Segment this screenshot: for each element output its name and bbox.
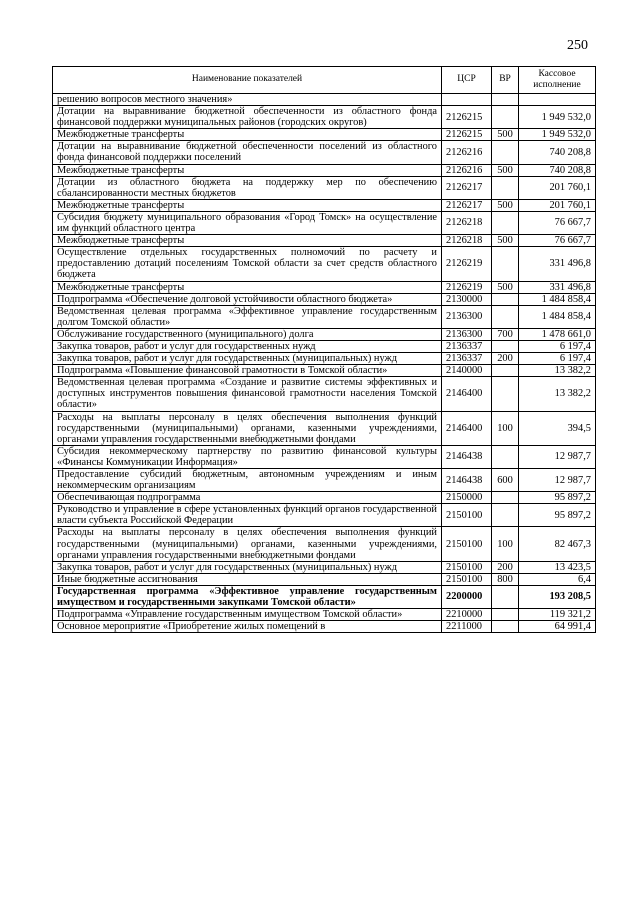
cell-csr: 2136300	[442, 305, 492, 328]
header-vr: ВР	[492, 67, 519, 94]
cell-vr	[492, 176, 519, 199]
cell-vr	[492, 585, 519, 608]
cell-amount: 193 208,5	[519, 585, 596, 608]
table-row	[53, 365, 596, 377]
cell-amount: 64 991,4	[519, 621, 596, 633]
header-name: Наименование показателей	[53, 67, 442, 94]
cell-csr: 2150100	[442, 561, 492, 573]
cell-amount: 740 208,8	[519, 164, 596, 176]
cell-csr: 2200000	[442, 585, 492, 608]
cell-csr: 2126216	[442, 141, 492, 164]
cell-vr	[492, 621, 519, 633]
cell-csr: 2136300	[442, 328, 492, 340]
cell-amount	[519, 94, 596, 106]
table-row	[53, 573, 596, 585]
cell-amount: 76 667,7	[519, 235, 596, 247]
table-row	[53, 492, 596, 504]
cell-csr: 2146438	[442, 469, 492, 492]
cell-vr	[492, 293, 519, 305]
cell-amount: 12 987,7	[519, 469, 596, 492]
cell-name: Подпрограмма «Управление государственным имуществом Томской области»	[53, 609, 442, 621]
cell-name: Дотации из областного бюджета на поддержку мер по обеспечению сбалансированности местных бюджетов	[53, 176, 442, 199]
cell-amount: 82 467,3	[519, 527, 596, 561]
cell-name: Межбюджетные трансферты	[53, 199, 442, 211]
cell-amount: 331 496,8	[519, 247, 596, 281]
table-row	[53, 129, 596, 141]
cell-vr: 500	[492, 281, 519, 293]
cell-vr: 800	[492, 573, 519, 585]
cell-vr: 700	[492, 328, 519, 340]
cell-vr	[492, 340, 519, 352]
table-row	[53, 141, 596, 164]
cell-amount: 13 382,2	[519, 365, 596, 377]
cell-name: решению вопросов местного значения»	[53, 94, 442, 106]
cell-amount: 331 496,8	[519, 281, 596, 293]
cell-amount: 95 897,2	[519, 492, 596, 504]
cell-vr	[492, 211, 519, 234]
cell-csr: 2126219	[442, 247, 492, 281]
cell-amount: 6,4	[519, 573, 596, 585]
table-row	[53, 199, 596, 211]
cell-amount: 12 987,7	[519, 445, 596, 468]
cell-name: Руководство и управление в сфере установленных функций органов государственной власти субъекта Российской Федерации	[53, 504, 442, 527]
cell-csr: 2136337	[442, 353, 492, 365]
budget-table	[52, 66, 596, 633]
table-body	[53, 94, 596, 633]
cell-amount: 95 897,2	[519, 504, 596, 527]
table-row	[53, 164, 596, 176]
cell-vr	[492, 445, 519, 468]
cell-csr: 2210000	[442, 609, 492, 621]
cell-vr	[492, 377, 519, 411]
cell-vr	[492, 94, 519, 106]
cell-amount: 76 667,7	[519, 211, 596, 234]
cell-vr: 600	[492, 469, 519, 492]
cell-vr	[492, 106, 519, 129]
cell-name: Закупка товаров, работ и услуг для государственных нужд	[53, 340, 442, 352]
cell-csr: 2126218	[442, 211, 492, 234]
cell-amount: 201 760,1	[519, 176, 596, 199]
cell-name: Расходы на выплаты персоналу в целях обеспечения выполнения функций государственными (муниципальными) органами, казенными учреждениями, органами управления государственными внебюджетными фондами	[53, 527, 442, 561]
table-row	[53, 411, 596, 445]
table-row	[53, 353, 596, 365]
cell-name: Дотации на выравнивание бюджетной обеспеченности из областного фонда финансовой поддержки муниципальных районов (городских округов)	[53, 106, 442, 129]
cell-vr	[492, 504, 519, 527]
cell-name: Межбюджетные трансферты	[53, 129, 442, 141]
cell-name: Ведомственная целевая программа «Эффективное управление государственным долгом Томской области»	[53, 305, 442, 328]
table-row	[53, 328, 596, 340]
cell-name: Осуществление отдельных государственных полномочий по расчету и предоставлению дотаций поселениям Томской области за счет средств областного бюджета	[53, 247, 442, 281]
cell-amount: 119 321,2	[519, 609, 596, 621]
cell-amount: 1 484 858,4	[519, 293, 596, 305]
cell-amount: 740 208,8	[519, 141, 596, 164]
cell-name: Межбюджетные трансферты	[53, 164, 442, 176]
cell-amount: 13 423,5	[519, 561, 596, 573]
cell-vr: 500	[492, 164, 519, 176]
cell-csr	[442, 94, 492, 106]
table-row	[53, 527, 596, 561]
cell-vr	[492, 247, 519, 281]
cell-csr: 2126215	[442, 129, 492, 141]
cell-csr: 2150100	[442, 504, 492, 527]
table-row	[53, 621, 596, 633]
cell-amount: 6 197,4	[519, 340, 596, 352]
cell-csr: 2146438	[442, 445, 492, 468]
cell-name: Ведомственная целевая программа «Создание и развитие системы эффективных и доступных инструментов повышения финансовой грамотности населения Томской области»	[53, 377, 442, 411]
cell-name: Предоставление субсидий бюджетным, автономным учреждениям и иным некоммерческим организациям	[53, 469, 442, 492]
header-csr: ЦСР	[442, 67, 492, 94]
table-row	[53, 176, 596, 199]
cell-name: Иные бюджетные ассигнования	[53, 573, 442, 585]
cell-csr: 2126219	[442, 281, 492, 293]
cell-name: Расходы на выплаты персоналу в целях обеспечения выполнения функций государственными (муниципальными) органами, казенными учреждениями, органами управления государственными внебюджетными фондами	[53, 411, 442, 445]
cell-csr: 2146400	[442, 377, 492, 411]
cell-name: Подпрограмма «Повышение финансовой грамотности в Томской области»	[53, 365, 442, 377]
cell-vr: 500	[492, 235, 519, 247]
table-row	[53, 585, 596, 608]
cell-vr: 100	[492, 527, 519, 561]
table-row	[53, 106, 596, 129]
table-row	[53, 469, 596, 492]
cell-vr	[492, 141, 519, 164]
cell-name: Межбюджетные трансферты	[53, 235, 442, 247]
cell-name: Закупка товаров, работ и услуг для государственных (муниципальных) нужд	[53, 561, 442, 573]
table-row	[53, 247, 596, 281]
table-row	[53, 211, 596, 234]
cell-name: Закупка товаров, работ и услуг для государственных (муниципальных) нужд	[53, 353, 442, 365]
cell-name: Подпрограмма «Обеспечение долговой устойчивости областного бюджета»	[53, 293, 442, 305]
cell-name: Межбюджетные трансферты	[53, 281, 442, 293]
cell-name: Субсидия некоммерческому партнерству по развитию финансовой культуры «Финансы Коммуникации Информация»	[53, 445, 442, 468]
cell-name: Основное мероприятие «Приобретение жилых помещений в	[53, 621, 442, 633]
table-row	[53, 94, 596, 106]
table-row	[53, 305, 596, 328]
cell-csr: 2150100	[442, 527, 492, 561]
header-amount: Кассовое исполнение	[519, 67, 596, 94]
cell-vr: 500	[492, 129, 519, 141]
cell-name: Дотации на выравнивание бюджетной обеспеченности поселений из областного фонда финансовой поддержки поселений	[53, 141, 442, 164]
cell-csr: 2130000	[442, 293, 492, 305]
cell-csr: 2126215	[442, 106, 492, 129]
table-row	[53, 504, 596, 527]
cell-amount: 1 949 532,0	[519, 106, 596, 129]
cell-name: Субсидия бюджету муниципального образования «Город Томск» на осуществление им функций областного центра	[53, 211, 442, 234]
cell-csr: 2126217	[442, 199, 492, 211]
cell-vr: 100	[492, 411, 519, 445]
cell-vr	[492, 365, 519, 377]
table-row	[53, 377, 596, 411]
table-row	[53, 561, 596, 573]
cell-amount: 6 197,4	[519, 353, 596, 365]
cell-name: Государственная программа «Эффективное управление государственным имуществом и государственными закупками Томской области»	[53, 585, 442, 608]
table-row	[53, 609, 596, 621]
cell-name: Обслуживание государственного (муниципального) долга	[53, 328, 442, 340]
cell-csr: 2126217	[442, 176, 492, 199]
cell-vr	[492, 305, 519, 328]
cell-amount: 1 949 532,0	[519, 129, 596, 141]
cell-amount: 394,5	[519, 411, 596, 445]
table-row	[53, 445, 596, 468]
cell-csr: 2146400	[442, 411, 492, 445]
cell-csr: 2150100	[442, 573, 492, 585]
cell-amount: 201 760,1	[519, 199, 596, 211]
table-row	[53, 235, 596, 247]
table-row	[53, 340, 596, 352]
cell-vr: 500	[492, 199, 519, 211]
cell-csr: 2150000	[442, 492, 492, 504]
cell-amount: 1 484 858,4	[519, 305, 596, 328]
cell-csr: 2211000	[442, 621, 492, 633]
cell-vr	[492, 609, 519, 621]
cell-csr: 2136337	[442, 340, 492, 352]
cell-amount: 1 478 661,0	[519, 328, 596, 340]
cell-vr: 200	[492, 561, 519, 573]
page-number: 250	[567, 38, 588, 53]
cell-csr: 2126216	[442, 164, 492, 176]
cell-vr	[492, 492, 519, 504]
cell-csr: 2140000	[442, 365, 492, 377]
table-row	[53, 293, 596, 305]
table-row	[53, 281, 596, 293]
cell-amount: 13 382,2	[519, 377, 596, 411]
cell-name: Обеспечивающая подпрограмма	[53, 492, 442, 504]
table-header-row	[53, 67, 596, 94]
cell-vr: 200	[492, 353, 519, 365]
cell-csr: 2126218	[442, 235, 492, 247]
